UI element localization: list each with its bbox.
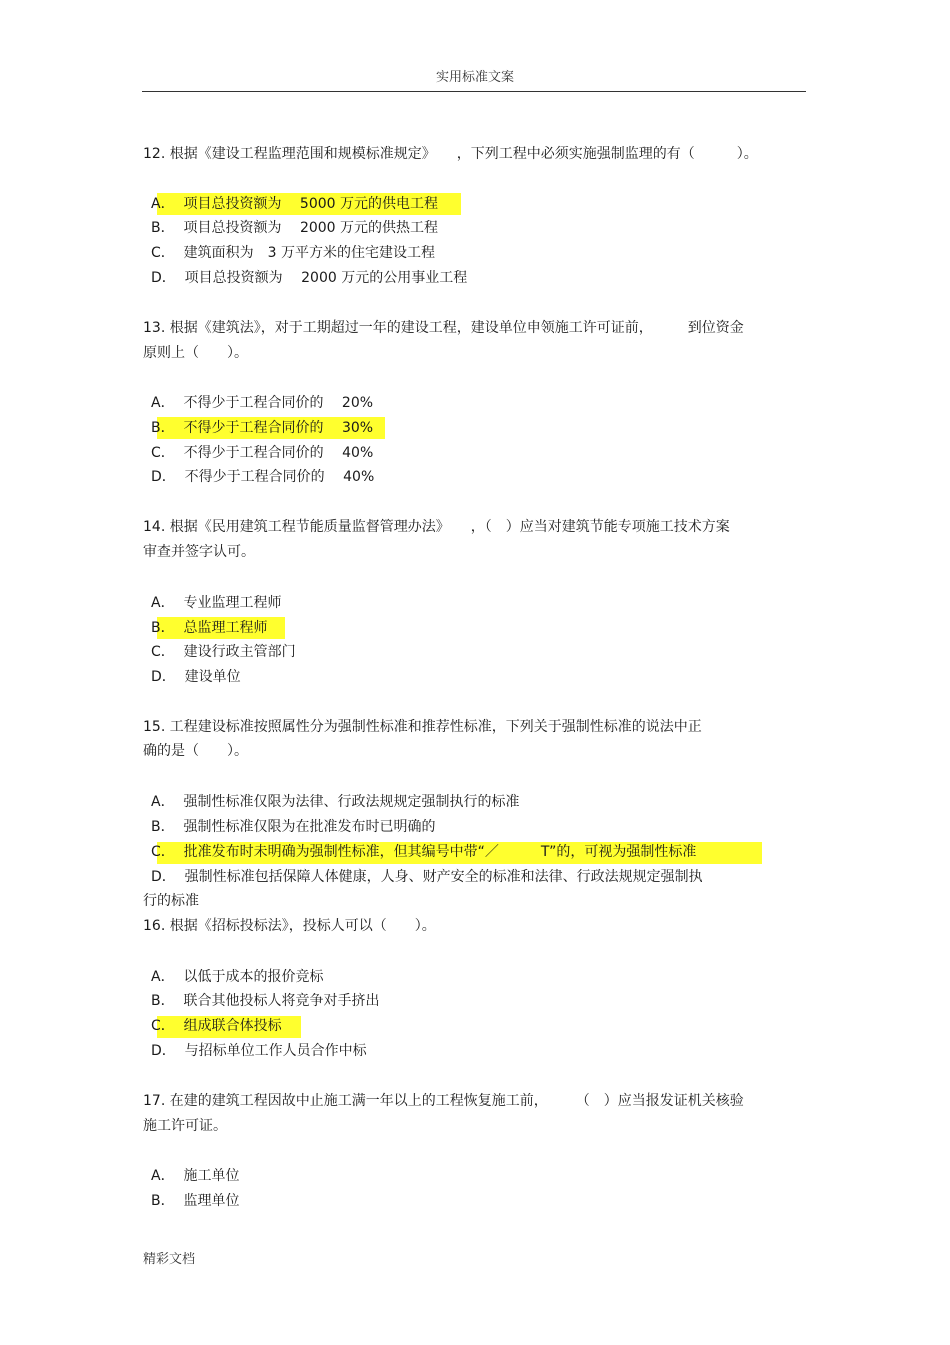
question-13-option-a: A． 不得少于工程合同价的 20% xyxy=(151,395,374,411)
question-14-option-b: B． 总监理工程师 xyxy=(151,620,268,636)
question-17-stem-line2: 施工许可证。 xyxy=(143,1118,227,1134)
question-13-stem-line2: 原则上（ ）。 xyxy=(143,345,248,361)
question-15-option-c: C． 批准发布时未明确为强制性标准，但其编号中带“／ T”的，可视为强制性标准 xyxy=(151,844,697,860)
question-15-option-d: D． 强制性标准包括保障人体健康，人身、财产安全的标准和法律、行政法规规定强制执 xyxy=(151,869,703,885)
page-footer-text: 精彩文档 xyxy=(143,1252,196,1267)
question-12-option-a: A． 项目总投资额为 5000 万元的供电工程 xyxy=(151,196,439,212)
question-15-stem-line2: 确的是（ ）。 xyxy=(143,743,248,759)
question-17-option-a: A． 施工单位 xyxy=(151,1168,240,1184)
question-13-option-d: D． 不得少于工程合同价的 40% xyxy=(151,469,375,485)
question-14-option-a: A． 专业监理工程师 xyxy=(151,595,282,611)
question-15-option-b: B． 强制性标准仅限为在批准发布时已明确的 xyxy=(151,819,436,835)
question-13-option-c: C． 不得少于工程合同价的 40% xyxy=(151,445,374,461)
question-15-stem-line1: 15. 工程建设标准按照属性分为强制性标准和推荐性标准，下列关于强制性标准的说法中正 xyxy=(143,719,702,735)
question-13-option-b: B． 不得少于工程合同价的 30% xyxy=(151,420,374,436)
page-header-title: 实用标准文案 xyxy=(435,70,514,85)
question-15-option-a: A． 强制性标准仅限为法律、行政法规规定强制执行的标准 xyxy=(151,794,520,810)
question-16-option-d: D． 与招标单位工作人员合作中标 xyxy=(151,1043,367,1059)
question-16-option-a: A． 以低于成本的报价竞标 xyxy=(151,969,324,985)
question-12-stem: 12. 根据《建设工程监理范围和规模标准规定》 ，下列工程中必须实施强制监理的有（ ）。 xyxy=(143,146,758,162)
question-13-stem-line1: 13. 根据《建筑法》，对于工期超过一年的建设工程，建设单位申领施工许可证前， 到位资金 xyxy=(143,320,744,336)
question-17-stem-line1: 17. 在建的建筑工程因故中止施工满一年以上的工程恢复施工前， （ ）应当报发证机关核验 xyxy=(143,1093,744,1109)
question-16-option-b: B． 联合其他投标人将竞争对手挤出 xyxy=(151,993,380,1009)
question-15-option-d-continuation: 行的标准 xyxy=(143,893,199,909)
question-14-option-c: C． 建设行政主管部门 xyxy=(151,644,296,660)
question-14-option-d: D． 建设单位 xyxy=(151,669,241,685)
question-16-stem: 16. 根据《招标投标法》，投标人可以（ ）。 xyxy=(143,918,436,934)
question-17-option-b: B． 监理单位 xyxy=(151,1193,240,1209)
question-14-stem-line2: 审查并签字认可。 xyxy=(143,544,255,560)
header-divider xyxy=(142,91,806,92)
question-14-stem-line1: 14. 根据《民用建筑工程节能质量监督管理办法》 ，（ ）应当对建筑节能专项施工技术方案 xyxy=(143,519,730,535)
question-12-option-c: C． 建筑面积为 3 万平方米的住宅建设工程 xyxy=(151,245,436,261)
question-16-option-c: C． 组成联合体投标 xyxy=(151,1018,282,1034)
question-12-option-b: B． 项目总投资额为 2000 万元的供热工程 xyxy=(151,220,439,236)
question-12-option-d: D． 项目总投资额为 2000 万元的公用事业工程 xyxy=(151,270,468,286)
